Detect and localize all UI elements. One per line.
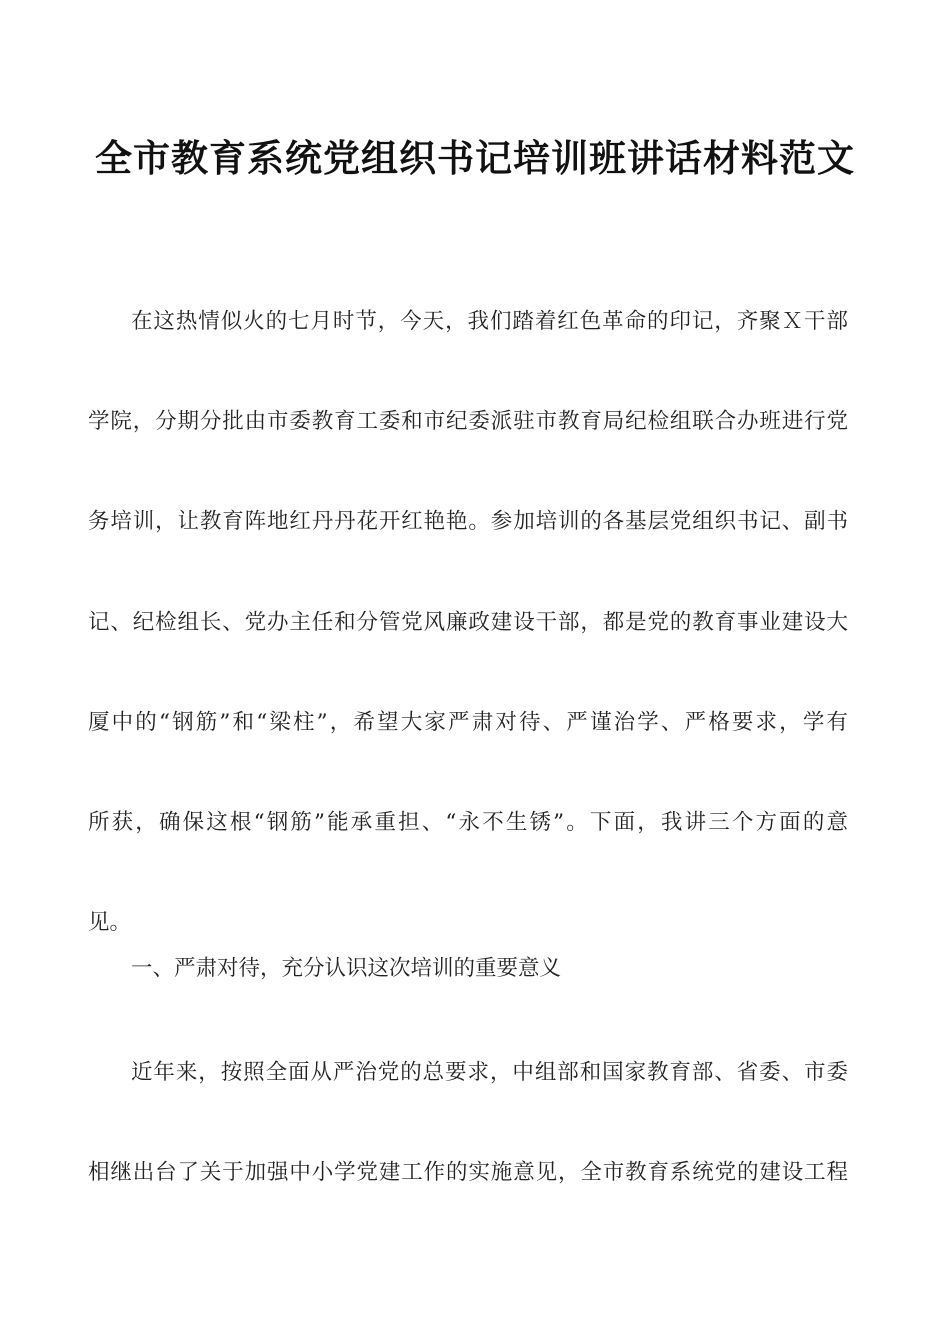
document-title: 全市教育系统党组织书记培训班讲话材料范文 xyxy=(95,137,855,180)
paragraph-intro xyxy=(88,272,848,973)
paragraph-line: 记、纪检组长、党办主任和分管党风廉政建设干部，都是党的教育事业建设大 xyxy=(88,609,848,635)
paragraph-line: 见。 xyxy=(88,910,132,936)
paragraph-line: 所获，确保这根“钢筋”能承重担、“永不生锈”。下面，我讲三个方面的意 xyxy=(88,810,848,836)
section-heading: 一、严肃对待，充分认识这次培训的重要意义 xyxy=(131,956,562,981)
paragraph-line: 近年来，按照全面从严治党的总要求，中组部和国家教育部、省委、市委 xyxy=(131,1060,848,1085)
paragraph-section-one xyxy=(88,1023,848,1223)
paragraph-line: 相继出台了关于加强中小学党建工作的实施意见，全市教育系统党的建设工程 xyxy=(88,1160,848,1185)
paragraph-line: 务培训，让教育阵地红丹丹花开红艳艳。参加培训的各基层党组织书记、副书 xyxy=(88,509,848,535)
paragraph-line: 学院，分期分批由市委教育工委和市纪委派驻市教育局纪检组联合办班进行党 xyxy=(88,409,848,435)
paragraph-line: 在这热情似火的七月时节，今天，我们踏着红色革命的印记，齐聚Ｘ干部 xyxy=(131,309,848,334)
paragraph-line: 厦中的“钢筋”和“梁柱”，希望大家严肃对待、严谨治学、严格要求，学有 xyxy=(88,709,848,735)
